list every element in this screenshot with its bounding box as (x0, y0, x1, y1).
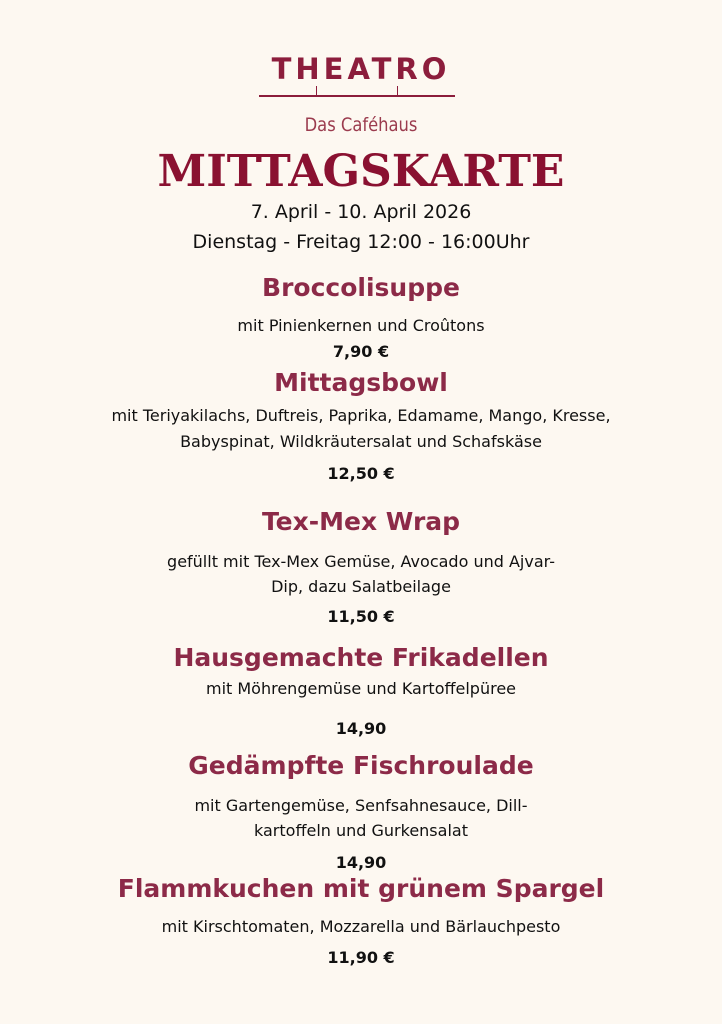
subbrand: Das Caféhaus (304, 114, 418, 136)
dish-desc-4: mit Möhrengemüse und Kartoffelpüree (205, 679, 517, 698)
dish-price-6: 11,90 € (327, 948, 395, 967)
dish-name-1: Broccolisuppe (262, 273, 460, 302)
logo-underline (259, 95, 455, 97)
dish-name-2: Mittagsbowl (274, 368, 448, 397)
dish-name-5: Gedämpfte Fischroulade (188, 751, 534, 780)
dish-desc-2-line-2: Babyspinat, Wildkräutersalat und Schafskäse (180, 432, 542, 451)
dish-price-5: 14,90 (335, 853, 387, 872)
dish-desc-3-line-1: gefüllt mit Tex-Mex Gemüse, Avocado und Ajvar- (167, 552, 555, 571)
logo-tick-left (316, 86, 317, 95)
dish-desc-6: mit Kirschtomaten, Mozzarella und Bärlauchpesto (161, 917, 561, 936)
dish-desc-1: mit Pinienkernen und Croûtons (237, 316, 485, 335)
opening-hours: Dienstag - Freitag 12:00 - 16:00Uhr (192, 231, 530, 253)
page-title: MITTAGSKARTE (157, 146, 565, 197)
logo-tick-right (397, 86, 398, 95)
dish-name-6: Flammkuchen mit grünem Spargel (117, 874, 605, 903)
date-range: 7. April - 10. April 2026 (250, 201, 472, 223)
brand-logo-text: THEATRO (271, 52, 451, 86)
dish-desc-2-line-1: mit Teriyakilachs, Duftreis, Paprika, Edamame, Mango, Kresse, (111, 406, 611, 425)
dish-price-2: 12,50 € (327, 464, 395, 483)
dish-name-4: Hausgemachte Frikadellen (173, 643, 549, 672)
dish-desc-3-line-2: Dip, dazu Salatbeilage (271, 577, 451, 596)
dish-price-4: 14,90 (335, 719, 387, 738)
dish-name-3: Tex-Mex Wrap (261, 507, 461, 536)
dish-desc-5-line-1: mit Gartengemüse, Senfsahnesauce, Dill- (194, 796, 528, 815)
dish-price-3: 11,50 € (327, 607, 395, 626)
dish-desc-5-line-2: kartoffeln und Gurkensalat (254, 821, 468, 840)
dish-price-1: 7,90 € (332, 342, 390, 361)
